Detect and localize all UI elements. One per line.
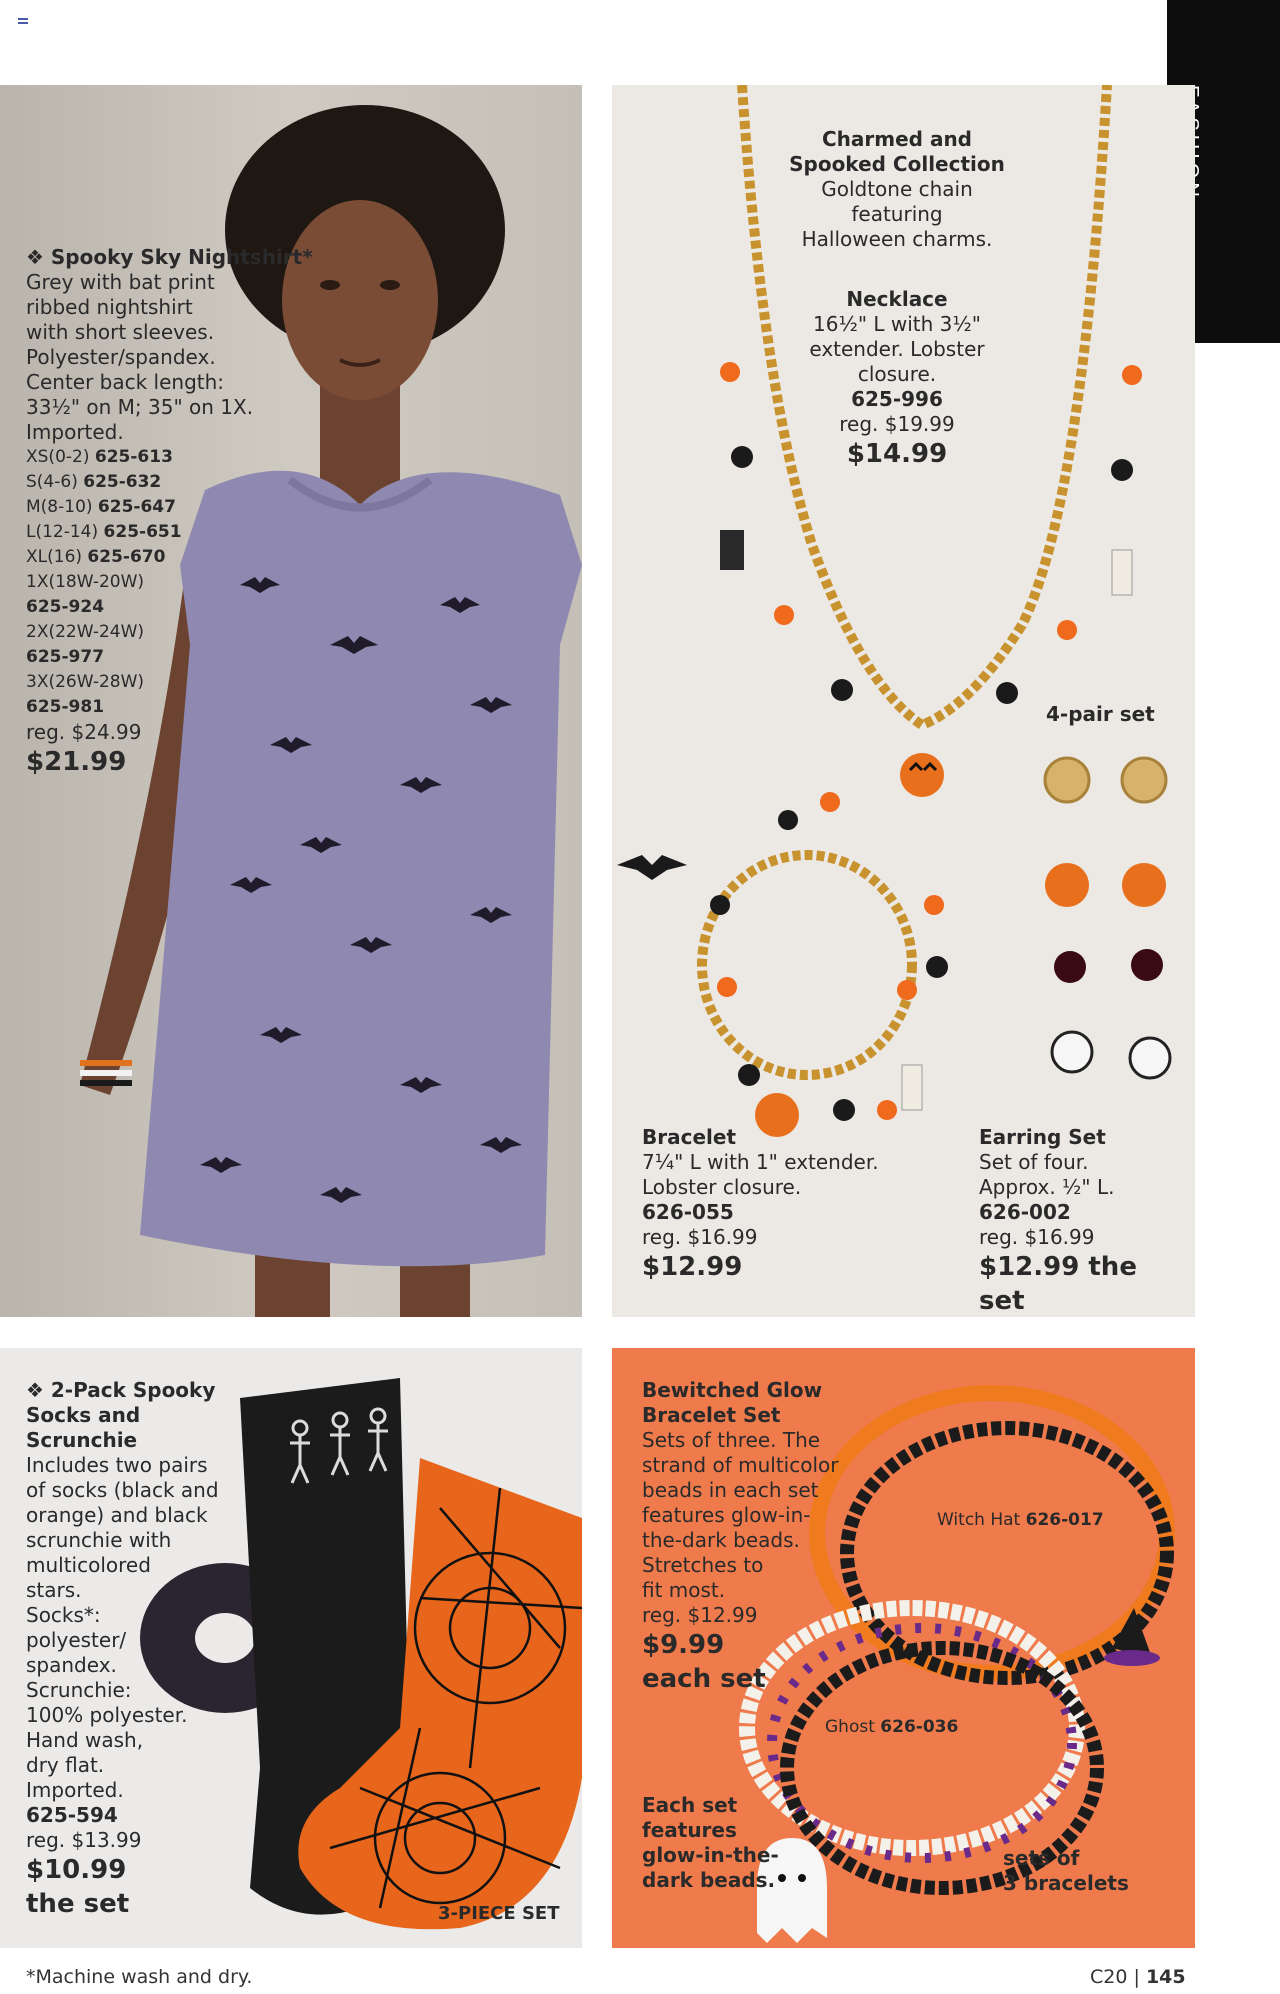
desc-line: stars. — [26, 1578, 82, 1602]
earring-copy — [979, 1125, 1189, 1317]
item-number: 625-996 — [851, 387, 943, 411]
item-number: 625-594 — [26, 1803, 118, 1827]
desc-line: Polyester/spandex. — [26, 345, 216, 369]
desc-line: Imported. — [26, 420, 124, 444]
glow-panel — [612, 1348, 1195, 1948]
page-number: C20 | 145 — [1090, 1966, 1186, 1988]
desc-line: scrunchie with — [26, 1528, 172, 1552]
sale-price: $12.99 — [642, 1252, 743, 1282]
price-unit: the set — [26, 1889, 130, 1919]
regular-price: reg. $13.99 — [26, 1828, 142, 1852]
nightshirt-panel — [0, 85, 582, 1317]
sale-price: $10.99 — [26, 1855, 127, 1885]
item-number: 626-002 — [979, 1200, 1071, 1224]
desc-line: Sets of three. The — [642, 1428, 821, 1452]
sale-price: $21.99 — [26, 747, 127, 777]
glow-copy — [642, 1378, 862, 1696]
sale-price: $12.99 the set — [979, 1252, 1137, 1316]
desc-line: Hand wash, — [26, 1728, 144, 1752]
size-row: L(12-14) 625-651 — [26, 522, 182, 542]
menu-icon[interactable] — [18, 18, 30, 28]
ghost-label: Ghost 626-036 — [825, 1717, 959, 1737]
product-name: Bracelet — [642, 1125, 737, 1149]
desc-line: multicolored — [26, 1553, 151, 1577]
desc-line: Scrunchie: — [26, 1678, 132, 1702]
desc-line: strand of multicolor — [642, 1453, 839, 1477]
regular-price: reg. $12.99 — [642, 1603, 758, 1627]
sale-price: $9.99 — [642, 1630, 725, 1660]
collection-title: Charmed and — [821, 127, 972, 151]
desc-line: features glow-in- — [642, 1503, 811, 1527]
bracelet-copy — [642, 1125, 922, 1284]
desc-line: 33½" on M; 35" on 1X. — [26, 395, 254, 419]
size-row: XL(16) 625-670 — [26, 547, 166, 567]
desc-line: Goldtone chain — [821, 177, 973, 201]
desc-line: 7¼" L with 1" extender. — [642, 1150, 879, 1174]
socks-panel — [0, 1348, 582, 1948]
sale-price: $14.99 — [846, 439, 948, 469]
desc-line: Imported. — [26, 1778, 124, 1802]
desc-line: Includes two pairs — [26, 1453, 208, 1477]
regular-price: reg. $19.99 — [839, 412, 955, 436]
product-name: Socks and — [26, 1403, 141, 1427]
desc-line: orange) and black — [26, 1503, 208, 1527]
jewelry-panel — [612, 85, 1195, 1317]
product-name: Scrunchie — [26, 1428, 138, 1452]
desc-line: Approx. ½" L. — [979, 1175, 1115, 1199]
necklace-copy — [752, 287, 1042, 471]
collection-copy — [752, 127, 1042, 252]
desc-line: ribbed nightshirt — [26, 295, 193, 319]
footnote: *Machine wash and dry. — [26, 1966, 253, 1988]
size-row: M(8-10) 625-647 — [26, 497, 176, 517]
desc-line: featuring — [851, 202, 943, 226]
desc-line: Set of four. — [979, 1150, 1089, 1174]
regular-price: reg. $24.99 — [26, 720, 142, 744]
price-unit: each set — [642, 1664, 766, 1694]
desc-line: Grey with bat print — [26, 270, 215, 294]
collection-title: Spooked Collection — [789, 152, 1005, 176]
product-name: Earring Set — [979, 1125, 1106, 1149]
desc-line: spandex. — [26, 1653, 117, 1677]
regular-price: reg. $16.99 — [642, 1225, 758, 1249]
desc-line: of socks (black and — [26, 1478, 219, 1502]
socks-copy — [26, 1378, 236, 1921]
product-name: ❖ Spooky Sky Nightshirt* — [26, 245, 313, 269]
product-name: Bracelet Set — [642, 1403, 781, 1427]
size-row: 3X(26W-28W) — [26, 672, 145, 692]
desc-line: with short sleeves. — [26, 320, 215, 344]
desc-line: closure. — [857, 362, 937, 386]
product-name: ❖ 2-Pack Spooky — [26, 1378, 216, 1402]
desc-line: polyester/ — [26, 1628, 127, 1652]
earring-badge: 4-pair set — [1046, 702, 1155, 726]
desc-line: Socks*: — [26, 1603, 101, 1627]
desc-line: dry flat. — [26, 1753, 105, 1777]
product-name: Necklace — [846, 287, 948, 311]
piece-badge: 3-PIECE SET — [438, 1903, 560, 1924]
item-number: 625-924 — [26, 597, 105, 617]
size-row: XS(0-2) 625-613 — [26, 447, 173, 467]
nightshirt-copy — [26, 245, 326, 779]
size-row: 1X(18W-20W) — [26, 572, 145, 592]
item-number: 625-977 — [26, 647, 105, 667]
regular-price: reg. $16.99 — [979, 1225, 1095, 1249]
desc-line: the-dark beads. — [642, 1528, 800, 1552]
glow-note: Each set features glow-in-the- dark beads. — [642, 1793, 779, 1892]
desc-line: fit most. — [642, 1578, 726, 1602]
product-name: Bewitched Glow — [642, 1378, 823, 1402]
witch-hat-label: Witch Hat 626-017 — [937, 1510, 1104, 1530]
item-number: 626-055 — [642, 1200, 734, 1224]
sets-note: sets of 3 bracelets — [1003, 1846, 1129, 1895]
desc-line: Stretches to — [642, 1553, 764, 1577]
desc-line: Center back length: — [26, 370, 225, 394]
desc-line: Halloween charms. — [801, 227, 993, 251]
desc-line: Lobster closure. — [642, 1175, 802, 1199]
size-row: S(4-6) 625-632 — [26, 472, 162, 492]
desc-line: 16½" L with 3½" — [813, 312, 981, 336]
desc-line: 100% polyester. — [26, 1703, 188, 1727]
size-row: 2X(22W-24W) — [26, 622, 145, 642]
item-number: 625-981 — [26, 697, 105, 717]
desc-line: extender. Lobster — [809, 337, 985, 361]
desc-line: beads in each set — [642, 1478, 819, 1502]
